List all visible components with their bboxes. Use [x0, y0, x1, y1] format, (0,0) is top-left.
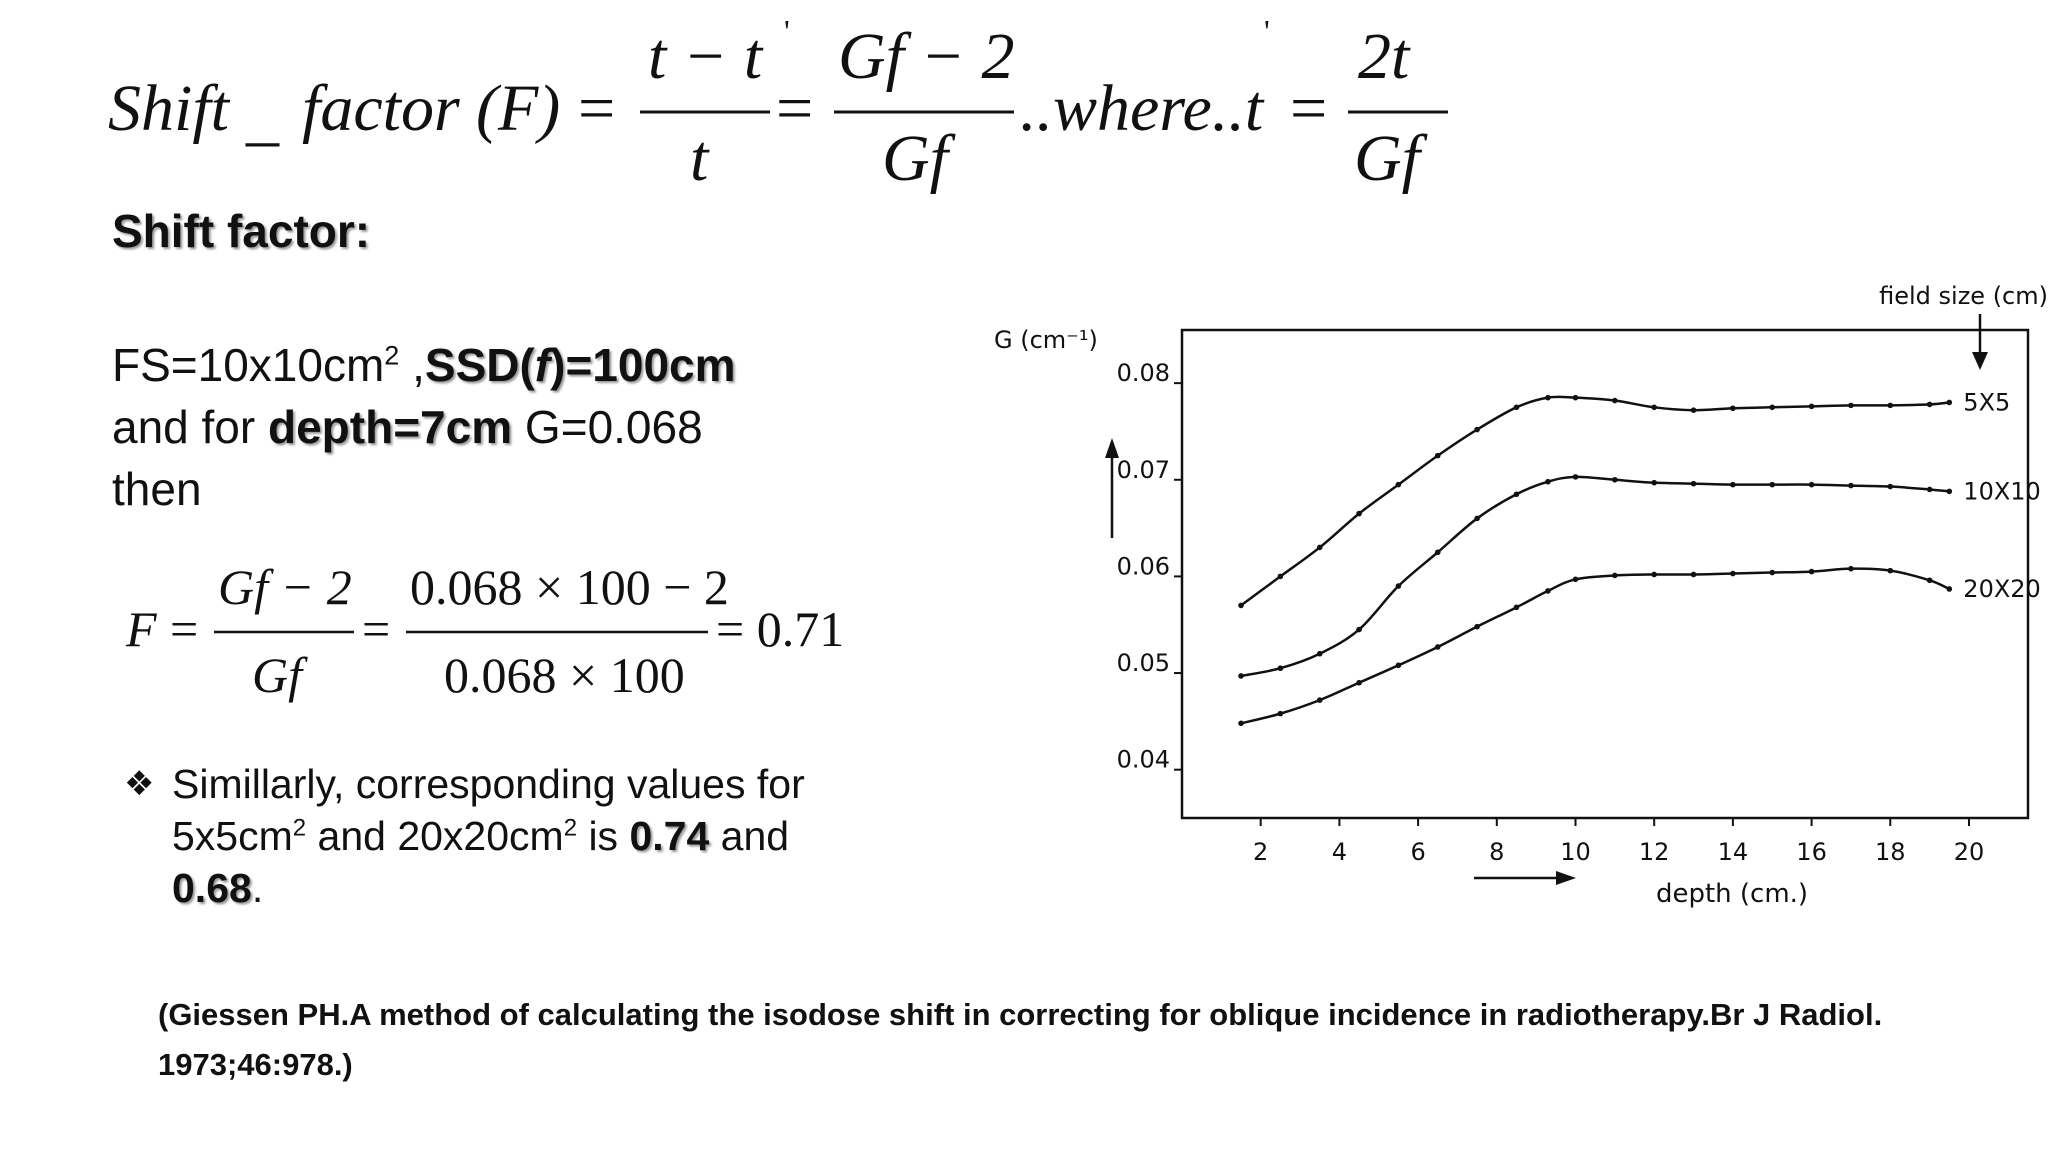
bullet-value-2: 0.68 [172, 865, 252, 911]
legend-title: field size (cm) [1879, 282, 2048, 310]
series-label-10x10: 10X10 [1963, 477, 2041, 506]
depth-value: depth=7cm [268, 401, 513, 453]
data-point-5x5 [1545, 395, 1551, 401]
bullet-text [172, 758, 884, 914]
section-heading: Shift factor: [112, 205, 371, 257]
data-point-10x10 [1730, 482, 1736, 488]
bullet-and: and [709, 813, 790, 859]
data-point-5x5 [1396, 482, 1402, 488]
f-frac1-num: Gf − 2 [218, 560, 352, 615]
data-point-20x20 [1317, 697, 1323, 703]
formula-where: ..where..t [1020, 72, 1264, 145]
bullet-value-1: 0.74 [629, 813, 710, 859]
bullet-20x20: and 20x20cm [306, 813, 564, 859]
data-point-5x5 [1809, 404, 1815, 410]
formula-frac3-num: 2t [1358, 20, 1410, 93]
data-point-10x10 [1514, 491, 1520, 497]
data-point-5x5 [1573, 395, 1579, 401]
data-point-20x20 [1573, 577, 1579, 583]
f-frac2-num: 0.068 × 100 − 2 [410, 560, 729, 615]
data-point-20x20 [1356, 680, 1362, 686]
y-tick-label: 0.05 [1116, 649, 1170, 678]
formula-prime-2: ' [1264, 20, 1270, 49]
data-point-10x10 [1612, 477, 1618, 483]
formula-frac2-num: Gf − 2 [838, 20, 1015, 93]
data-point-20x20 [1612, 573, 1618, 579]
data-point-5x5 [1691, 407, 1697, 413]
data-point-20x20 [1474, 624, 1480, 630]
y-tick-label: 0.08 [1116, 359, 1170, 388]
data-point-20x20 [1947, 586, 1953, 592]
data-point-20x20 [1730, 571, 1736, 577]
data-point-10x10 [1927, 487, 1933, 493]
formula-frac2-den: Gf [882, 122, 948, 195]
f-lhs: F [126, 601, 157, 657]
data-point-20x20 [1691, 572, 1697, 578]
data-point-5x5 [1887, 403, 1893, 409]
data-point-10x10 [1887, 484, 1893, 490]
ssd-value [425, 339, 736, 391]
f-frac1-den: Gf [252, 647, 302, 703]
formula-lhs-word2: factor [302, 72, 460, 145]
y-tick-label: 0.04 [1116, 745, 1170, 774]
bullet-line-1: Simillarly, corresponding values for [172, 761, 805, 807]
data-point-10x10 [1545, 479, 1551, 485]
f-eq-2: = [362, 601, 391, 657]
formula-lhs-word1: Shift [108, 72, 230, 145]
formula-eq-1: = [578, 72, 616, 145]
data-point-20x20 [1887, 568, 1893, 574]
formula-eq-2: = [776, 72, 814, 145]
data-point-10x10 [1573, 474, 1579, 480]
data-point-20x20 [1238, 720, 1244, 726]
f-calculation-formula [118, 560, 878, 720]
ssd-part-a: SSD( [424, 339, 535, 391]
g-vs-depth-chart [980, 278, 2048, 918]
x-tick-label: 2 [1253, 838, 1269, 866]
data-point-5x5 [1238, 603, 1244, 609]
shift-factor-formula [108, 20, 1508, 200]
data-point-20x20 [1278, 711, 1284, 717]
formula-frac3-den: Gf [1354, 122, 1420, 195]
bullet-5x5: 5x5cm [172, 813, 293, 859]
formula-underscore: _ [246, 80, 279, 153]
data-point-10x10 [1474, 516, 1480, 522]
x-axis-label: depth (cm.) [1655, 879, 1809, 909]
bullet-is: is [577, 813, 630, 859]
data-point-20x20 [1545, 588, 1551, 594]
formula-eq-3: = [1290, 72, 1328, 145]
data-point-20x20 [1396, 663, 1402, 669]
data-point-10x10 [1947, 489, 1953, 495]
fs-comma: , [399, 339, 425, 391]
formula-prime-1: ' [784, 20, 790, 49]
bullet-period: . [251, 865, 264, 911]
x-tick-label: 8 [1489, 838, 1505, 866]
formula-frac1-num: t − t [648, 20, 763, 93]
plot-frame [1182, 330, 2028, 818]
citation: (Giessen PH.A method of calculating the isodose shift in correcting for oblique incidence in radiotherapy.Br J Radiol. 1973;46:978.) [158, 997, 1883, 1082]
x-tick-label: 16 [1796, 838, 1827, 866]
bullet-sup-1: 2 [292, 814, 307, 842]
f-result: = 0.71 [716, 601, 845, 657]
f-eq-1: = [170, 601, 199, 657]
x-tick-label: 18 [1875, 838, 1906, 866]
data-point-5x5 [1474, 427, 1480, 433]
x-tick-label: 20 [1953, 838, 1985, 866]
fs-sup: 2 [384, 340, 400, 371]
y-axis-label: G (cm⁻¹) [994, 326, 1098, 354]
y-tick-label: 0.07 [1116, 455, 1170, 484]
data-point-5x5 [1927, 402, 1933, 408]
paragraph-line-1 [112, 334, 892, 396]
data-point-10x10 [1278, 665, 1284, 671]
legend-arrow-icon [1972, 352, 1988, 370]
ssd-f: f [534, 339, 551, 391]
paragraph-line-2 [112, 396, 892, 458]
data-point-5x5 [1278, 574, 1284, 580]
data-point-20x20 [1651, 572, 1657, 578]
f-frac2-den: 0.068 × 100 [444, 647, 685, 703]
series-line-20x20 [1241, 569, 1949, 724]
line2-suffix: G=0.068 [512, 401, 703, 453]
data-point-5x5 [1947, 400, 1953, 406]
line2-prefix: and for [112, 401, 268, 453]
x-tick-label: 4 [1331, 838, 1348, 866]
x-direction-arrow-icon [1556, 871, 1576, 885]
formula-frac1-den: t [690, 122, 709, 195]
bullet-note [124, 758, 884, 914]
paragraph-line-3: then [112, 463, 202, 515]
data-point-10x10 [1396, 583, 1402, 589]
data-point-5x5 [1730, 405, 1736, 411]
data-point-20x20 [1848, 566, 1854, 572]
data-point-5x5 [1514, 405, 1520, 411]
data-point-10x10 [1317, 651, 1323, 657]
data-point-20x20 [1769, 570, 1775, 576]
data-point-5x5 [1848, 403, 1854, 409]
series-label-5x5: 5X5 [1963, 388, 2011, 417]
series-line-5x5 [1241, 397, 1949, 606]
data-point-20x20 [1927, 577, 1933, 583]
data-point-10x10 [1848, 483, 1854, 489]
data-point-20x20 [1435, 644, 1441, 650]
data-point-20x20 [1514, 605, 1520, 611]
x-tick-label: 10 [1560, 838, 1591, 866]
data-point-10x10 [1651, 480, 1657, 486]
x-tick-label: 14 [1717, 838, 1749, 866]
x-tick-label: 6 [1410, 838, 1426, 866]
formula-lhs-arg: (F) [476, 72, 561, 145]
fs-text: FS=10x10cm [112, 339, 385, 391]
series-label-20x20: 20X20 [1963, 574, 2041, 603]
data-point-10x10 [1809, 482, 1815, 488]
bullet-sup-2: 2 [563, 814, 578, 842]
y-tick-label: 0.06 [1116, 552, 1170, 581]
data-point-10x10 [1435, 549, 1441, 555]
data-point-10x10 [1238, 673, 1244, 679]
data-point-10x10 [1356, 627, 1362, 633]
example-paragraph [112, 334, 892, 520]
data-point-5x5 [1356, 511, 1362, 517]
data-point-10x10 [1691, 481, 1697, 487]
data-point-5x5 [1769, 405, 1775, 411]
x-tick-label: 12 [1638, 838, 1670, 866]
data-point-5x5 [1435, 453, 1441, 459]
data-point-5x5 [1651, 405, 1657, 411]
data-point-5x5 [1317, 545, 1323, 551]
diamond-bullet-icon: ❖ [124, 764, 155, 804]
data-point-5x5 [1612, 398, 1618, 404]
ssd-part-b: )=100cm [550, 339, 736, 391]
data-point-20x20 [1809, 569, 1815, 575]
data-point-10x10 [1769, 482, 1775, 488]
